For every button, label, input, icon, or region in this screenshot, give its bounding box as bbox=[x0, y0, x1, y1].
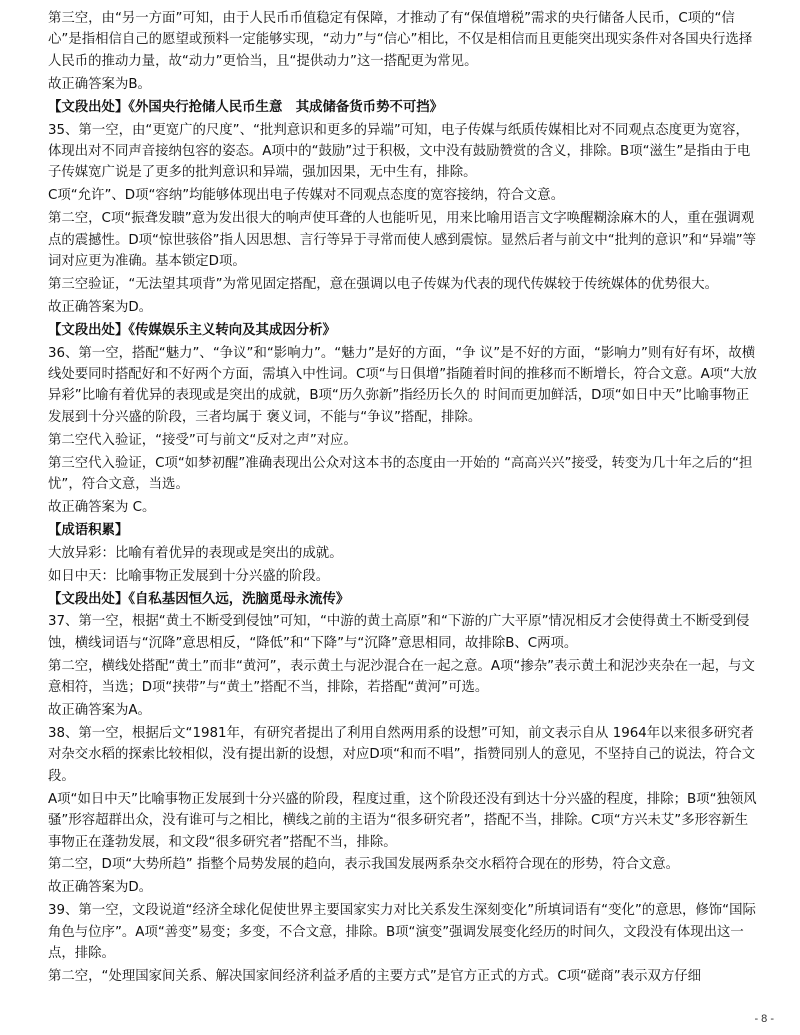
paragraph: 第二空代入验证，“接受”可与前文“反对之声”对应。 bbox=[48, 432, 357, 448]
paragraph: A项“如日中天”比喻事物正发展到十分兴盛的阶段，程度过重，这个阶段还没有到达十分兴盛的程度，排除；B项“独领风骚”形容超群出众，没有谁可与之相比，横线之前的主语为“很多研究者”，搭配不当，排除。C项“方兴未艾”多形容新生事物正在蓬勃发展，和文段“很多研究者”搭配不当，排除。 bbox=[48, 791, 757, 850]
paragraph: 38、第一空，根据后文“1981年，有研究者提出了利用自然两用系的设想”可知，前文表示自从 1964年以来很多研究者对杂交水稻的探索比较相似，没有提出新的设想，对应D项“和而不唱”，指赞同别人的意见，不坚持自己的说法，符合文段。 bbox=[48, 726, 756, 784]
paragraph: 故正确答案为B。 bbox=[48, 76, 151, 92]
section-heading: 【文段出处】《自私基因恒久远，洗脑觅母永流传》 bbox=[48, 591, 350, 607]
paragraph: 第二空，横线处搭配“黄土”而非“黄河”，表示黄土与泥沙混合在一起之意。A项“掺杂”表示黄土和泥沙夹杂在一起，与文意相符，当选；D项“挟带”与“黄土”搭配不当，排除，若搭配“黄河”可选。 bbox=[48, 658, 755, 696]
paragraph: 第三空验证，“无法望其项背”为常见固定搭配，意在强调以电子传媒为代表的现代传媒较于传统媒体的优势很大。 bbox=[48, 276, 719, 292]
section-heading: 【文段出处】《传媒娱乐主义转向及其成因分析》 bbox=[48, 322, 336, 338]
paragraph: 第二空，D项“大势所趋” 指整个局势发展的趋向，表示我国发展两系杂交水稻符合现在的形势，符合文意。 bbox=[48, 857, 680, 873]
section-heading: 【文段出处】《外国央行抢储人民币生意 其成储备货币势不可挡》 bbox=[48, 99, 444, 115]
paragraph: 第三空代入验证，C项“如梦初醒”准确表现出公众对这本书的态度由一开始的 “高高兴兴”接受，转变为几十年之后的“担忧”，符合文意，当选。 bbox=[48, 455, 753, 493]
paragraph: 大放异彩：比喻有着优异的表现或是突出的成就。 bbox=[48, 545, 343, 561]
paragraph: C项“允许”、D项“容纳”均能够体现出电子传媒对不同观点态度的宽容接纳，符合文意。 bbox=[48, 188, 565, 204]
paragraph: 第三空，由“另一方面”可知，由于人民币币值稳定有保障，才推动了有“保值增税”需求的央行储备人民币，C项的“信心”是指相信自己的愿望或预料一定能够实现，“动力”与“信心”相比，不仅是相信而且更能突出现实条件对各国央行选择人民币的推动力量，故“动力”更恰当，且“提供动力”这一搭配更为常见。 bbox=[48, 11, 753, 69]
paragraph: 故正确答案为A。 bbox=[48, 703, 151, 719]
paragraph: 故正确答案为D。 bbox=[48, 299, 153, 315]
paragraph: 第二空，“处理国家间关系、解决国家间经济利益矛盾的主要方式”是官方正式的方式。C项“磋商”表示双方仔细 bbox=[48, 968, 702, 984]
paragraph: 39、第一空，文段说道“经济全球化促使世界主要国家实力对比关系发生深刻变化”所填词语有“变化”的意思，修饰“国际角色与位序”。A项“善变”易变；多变，不合文意，排除。B项“演变”强调发展变化经历的时间久，文段没有体现出这一点，排除。 bbox=[48, 903, 756, 962]
section-heading: 【成语积累】 bbox=[48, 522, 129, 538]
paragraph: 37、第一空，根据“黄土不断受到侵蚀”可知，“中游的黄土高原”和“下游的广大平原”情况相反才会使得黄土不断受到侵蚀，横线词语与“沉降”意思相反，“降低”和“下降”与“沉降”意思相同，故排除B、C两项。 bbox=[48, 614, 750, 651]
paragraph: 36、第一空，搭配“魅力”、“争议”和“影响力”。“魅力”是好的方面，“争 议”是不好的方面，“影响力”则有好有坏，故横线处要同时搭配好和不好两个方面，需填入中性词。C项“与日俱增”指随着时间的推移而不断增长，符合文意。A项“大放异彩”比喻有着优异的表现或是突出的成就，B项“历久弥新”指经历长久的 时间而更加鲜活，D项“如日中天”比喻事物正发展到十分兴盛的阶段，三者均属于 褒义词，不能与“争议”搭配，排除。 bbox=[48, 345, 757, 425]
page-number: - 8 - bbox=[754, 1013, 774, 1025]
paragraph: 如日中天：比喻事物正发展到十分兴盛的阶段。 bbox=[48, 568, 330, 584]
paragraph: 故正确答案为 C。 bbox=[48, 499, 156, 515]
paragraph: 第二空，C项“振聋发聩”意为发出很大的响声使耳聋的人也能听见，用来比喻用语言文字唤醒糊涂麻木的人，重在强调观点的震撼性。D项“惊世骇俗”指人因思想、言行等异于寻常而使人感到震惊。显然后者与前文中“批判的意识”和“异端”等词对应更为准确。基本锁定D项。 bbox=[48, 211, 757, 269]
paragraph: 故正确答案为D。 bbox=[48, 880, 153, 896]
document-page bbox=[48, 8, 760, 989]
paragraph: 35、第一空，由“更宽广的尺度”、“批判意识和更多的异端”可知，电子传媒与纸质传媒相比对不同观点态度更为宽容，体现出对不同声音接纳包容的姿态。A项中的“鼓励”过于积极，文中没有鼓励赞赏的含义，排除。B项“滋生”是指由于电子传媒宽广说是了更多的批判意识和异端，强加因果，无中生有，排除。 bbox=[48, 122, 751, 181]
